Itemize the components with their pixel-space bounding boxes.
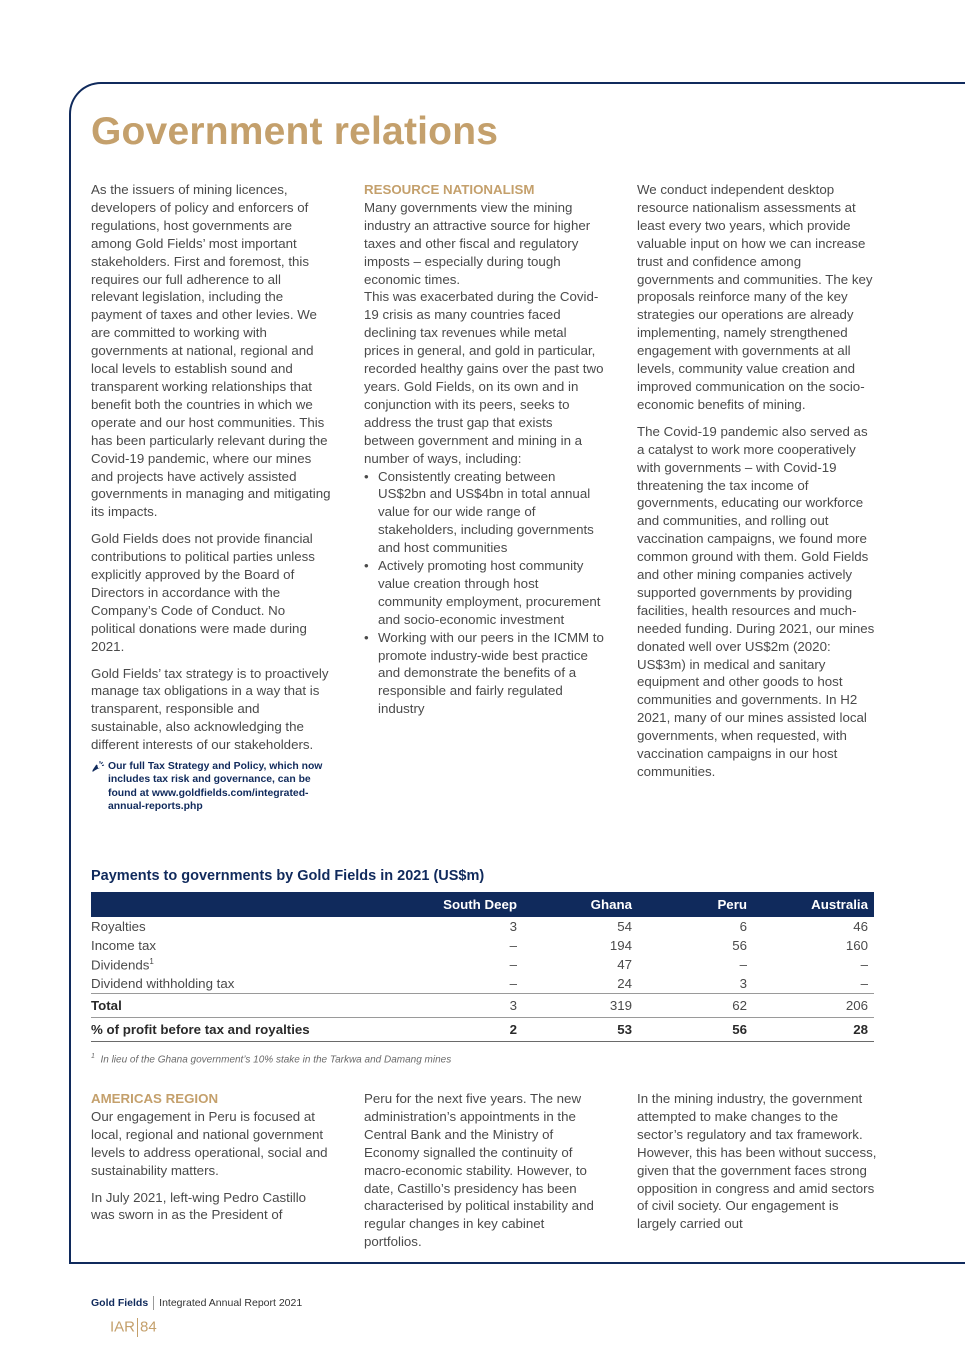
row-label: [91, 955, 403, 974]
cell: 24: [617, 976, 632, 991]
footnote-number: 1: [91, 1053, 95, 1060]
tax-strategy-link-text[interactable]: Our full Tax Strategy and Policy, which now includes tax risk and governance, can be found at www.goldfields.com/integrated-annual-reports.php: [108, 761, 323, 812]
report-name: Integrated Annual Report 2021: [159, 1296, 303, 1309]
table-row: [91, 936, 874, 955]
row-label: Total: [91, 994, 403, 1018]
divider: [137, 1318, 138, 1337]
brand-name: Gold Fields: [91, 1296, 149, 1309]
tax-strategy-note: [91, 760, 331, 813]
row-label: Dividend withholding tax: [91, 976, 235, 991]
list-item: • Working with our peers in the ICMM to promote industry-wide best practice and demonstrate the benefits of a responsible and fairly regulated industry: [364, 629, 604, 719]
cell: 53: [523, 1018, 638, 1042]
americas-column-3: [637, 1090, 877, 1242]
page-number-value: 84: [140, 1318, 157, 1336]
table-row: [91, 974, 874, 994]
cursor-click-icon: [91, 760, 106, 773]
footnote-marker: 1: [149, 956, 154, 966]
total-row: [91, 994, 874, 1018]
list-item: • Consistently creating between US$2bn and US$4bn in total annual value for our wide range of stakeholders, including governments and host communities: [364, 468, 604, 558]
americas-paragraph-1: Our engagement in Peru is focused at local, regional and national government levels to address operational, social and sustainability matters.: [91, 1108, 328, 1178]
intro-paragraph-3: Gold Fields’ tax strategy is to proactively manage tax obligations in a way that is transparent, responsible and sustainable, also acknowledging the different interests of our stakeholders.: [91, 665, 329, 753]
cell: 3: [739, 976, 747, 991]
page-title: Government relations: [91, 110, 499, 153]
cell: 6: [739, 919, 747, 934]
cell: –: [739, 957, 747, 972]
row-label: Income tax: [91, 938, 157, 953]
americas-paragraph-4: In the mining industry, the government attempted to make changes to the sector’s regulatory and tax framework. However, this has been without success, given that the government faces strong opposition in congress and amid sectors of civil society. Our engagement is largely carried out: [637, 1091, 877, 1232]
payments-table: [91, 892, 874, 1042]
cell: 160: [845, 938, 868, 953]
cell: 46: [853, 919, 868, 934]
column-header: Peru: [638, 892, 753, 917]
cell: 47: [617, 957, 632, 972]
column-header: Ghana: [523, 892, 638, 917]
americas-paragraph-2: In July 2021, left-wing Pedro Castillo was sworn in as the President of: [91, 1189, 307, 1223]
cell: –: [509, 938, 517, 953]
intro-column: [91, 181, 331, 813]
table-header-row: [91, 892, 874, 917]
row-label: Royalties: [91, 919, 146, 934]
cell: –: [860, 976, 868, 991]
column-header: South Deep: [403, 892, 523, 917]
engagement-column: [637, 181, 877, 790]
engagement-paragraph-1: We conduct independent desktop resource nationalism assessments at least every two years, which provide valuable input on how we can increase trust and confidence among governments and communities. The key proposals reinforce many of the key strategies our operations are already implementing, namely strengthened engagement with governments at all levels, community value creation and improved communication on the socio-economic benefits of mining.: [637, 182, 873, 412]
cell: 62: [638, 994, 753, 1018]
cell: 206: [753, 994, 874, 1018]
cell: –: [509, 957, 517, 972]
cell: –: [860, 957, 868, 972]
column-header: [91, 892, 403, 917]
resource-nationalism-paragraph-2: This was exacerbated during the Covid-19 crisis as many countries faced declining tax revenues while metal prices in general, and gold in particular, recorded healthy gains over the past two years. Gold Fields, on its own and in conjunction with its peers, seeks to address the trust gap that exists between government and mining in a number of ways, including:: [364, 289, 604, 466]
page-number: [110, 1318, 157, 1337]
americas-heading: AMERICAS REGION: [91, 1091, 219, 1106]
list-item: • Actively promoting host community value creation through host community employment, procurement and socio-economic investment: [364, 557, 604, 629]
profit-percentage-row: [91, 1018, 874, 1042]
cell: 194: [609, 938, 632, 953]
cell: 56: [638, 1018, 753, 1042]
resource-nationalism-column: [364, 181, 604, 718]
resource-nationalism-list: [364, 468, 604, 719]
intro-paragraph-2: Gold Fields does not provide financial contributions to political parties unless explicitly approved by the Board of Directors in accordance with the Company’s Code of Conduct. No political donations were made during 2021.: [91, 531, 315, 654]
cell: 3: [403, 994, 523, 1018]
cell: 56: [732, 938, 747, 953]
footnote-text: In lieu of the Ghana government’s 10% stake in the Tarkwa and Damang mines: [100, 1054, 452, 1066]
table-row: [91, 955, 874, 974]
cell: 54: [617, 919, 632, 934]
cell: 28: [753, 1018, 874, 1042]
row-label: % of profit before tax and royalties: [91, 1018, 403, 1042]
resource-nationalism-heading: RESOURCE NATIONALISM: [364, 182, 535, 197]
footer-brand: [91, 1296, 302, 1310]
americas-column-2: [364, 1090, 604, 1260]
divider: [153, 1296, 154, 1310]
section-label: IAR: [110, 1318, 136, 1336]
table-footnote: [91, 1053, 451, 1065]
row-label-text: Dividends: [91, 957, 150, 973]
cell: 2: [403, 1018, 523, 1042]
cell: 319: [523, 994, 638, 1018]
intro-paragraph-1: As the issuers of mining licences, developers of policy and enforcers of regulations, host governments are among Gold Fields’ most important stakeholders. First and foremost, this requires our full adherence to all relevant legislation, including the payment of taxes and other levies. We are committed to working with governments at national, regional and local levels to establish sound and transparent working relationships that benefit both the countries in which we operate and our host communities. This has been particularly relevant during the Covid-19 pandemic, where our mines and projects have actively assisted governments in managing and mitigating its impacts.: [91, 182, 331, 520]
cell: 3: [509, 919, 517, 934]
column-header: Australia: [753, 892, 874, 917]
payments-table-title: Payments to governments by Gold Fields in 2021 (US$m): [91, 868, 485, 884]
resource-nationalism-paragraph-1: Many governments view the mining industry an attractive source for higher taxes and other fiscal and regulatory imposts – especially during tough economic times.: [364, 199, 591, 287]
cell: –: [509, 976, 517, 991]
engagement-paragraph-2: The Covid-19 pandemic also served as a catalyst to work more cooperatively with governments – with Covid-19 threatening the tax income of governments, educating our workforce and communities, and rolling out vaccination campaigns, we found more common ground with them. Gold Fields and other mining companies actively supported governments by providing facilities, health resources and much-needed funding. During 2021, our mines donated well over US$2m (2020: US$3m) in medical and sanitary equipment and other goods to host communities and governments. In H2 2021, many of our mines assisted local governments, when requested, with vaccination campaigns in our host communities.: [637, 423, 875, 779]
table-row: [91, 917, 874, 936]
americas-paragraph-3: Peru for the next five years. The new administration’s appointments in the Central Bank and the Ministry of Economy signalled the continuity of macro-economic stability. However, to date, Castillo’s presidency has been characterised by political instability and regular changes in key cabinet portfolios.: [364, 1091, 594, 1250]
americas-column-1: [91, 1090, 331, 1233]
